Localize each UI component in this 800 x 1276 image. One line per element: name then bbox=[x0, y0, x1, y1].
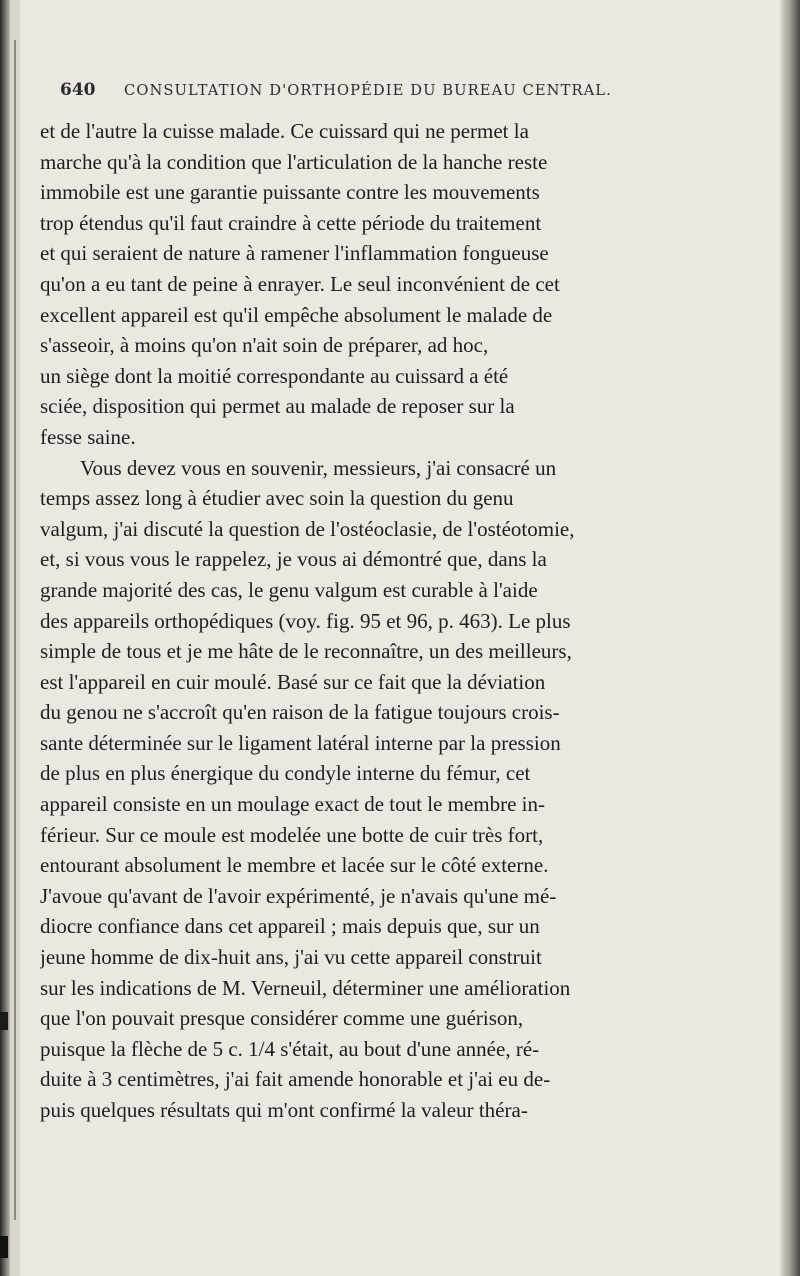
text-line: immobile est une garantie puissante contre les mouvements bbox=[40, 180, 540, 205]
scan-binding-shadow bbox=[0, 0, 10, 1276]
text-line: du genou ne s'accroît qu'en raison de la fatigue toujours crois- bbox=[40, 700, 560, 725]
text-line: et de l'autre la cuisse malade. Ce cuissard qui ne permet la bbox=[40, 119, 529, 143]
text-line: des appareils orthopédiques (voy. fig. 95 et 96, p. 463). Le plus bbox=[40, 608, 571, 633]
text-line: un siège dont la moitié correspondante au cuissard a été bbox=[40, 363, 509, 388]
scan-margin-rule bbox=[14, 40, 16, 1220]
text-line: diocre confiance dans cet appareil ; mais depuis que, sur un bbox=[40, 914, 540, 939]
scan-artifact bbox=[0, 1236, 8, 1258]
text-line: jeune homme de dix-huit ans, j'ai vu cette appareil construit bbox=[40, 945, 542, 970]
text-line: sciée, disposition qui permet au malade de reposer sur la bbox=[40, 394, 515, 419]
scan-artifact bbox=[0, 1012, 8, 1030]
text-line: entourant absolument le membre et lacée sur le côté externe. bbox=[40, 853, 549, 878]
text-line: simple de tous et je me hâte de le reconnaître, un des meilleurs, bbox=[40, 639, 572, 664]
text-line: marche qu'à la condition que l'articulation de la hanche reste bbox=[40, 149, 548, 174]
text-line: sante déterminée sur le ligament latéral interne par la pression bbox=[40, 730, 561, 755]
paragraph-start-line: Vous devez vous en souvenir, messieurs, j'ai consacré un bbox=[80, 455, 557, 480]
text-line: est l'appareil en cuir moulé. Basé sur ce fait que la déviation bbox=[40, 669, 546, 694]
body-text bbox=[40, 116, 780, 1126]
text-line: trop étendus qu'il faut craindre à cette période du traitement bbox=[40, 210, 542, 235]
text-line: fesse saine. bbox=[40, 424, 136, 449]
text-line: excellent appareil est qu'il empêche absolument le malade de bbox=[40, 302, 553, 327]
text-line: que l'on pouvait presque considérer comme une guérison, bbox=[40, 1006, 524, 1031]
running-header bbox=[60, 80, 700, 106]
page-number: 640 bbox=[60, 80, 96, 100]
text-line: et qui seraient de nature à ramener l'inflammation fongueuse bbox=[40, 241, 549, 266]
text-line: duite à 3 centimètres, j'ai fait amende honorable et j'ai eu de- bbox=[40, 1067, 551, 1092]
text-line: puis quelques résultats qui m'ont confirmé la valeur théra- bbox=[40, 1098, 528, 1122]
text-line: sur les indications de M. Verneuil, déterminer une amélioration bbox=[40, 975, 571, 1000]
text-line: puisque la flèche de 5 c. 1/4 s'était, au bout d'une année, ré- bbox=[40, 1036, 540, 1061]
text-line: J'avoue qu'avant de l'avoir expérimenté, je n'avais qu'une mé- bbox=[40, 883, 557, 908]
scan-page-edge bbox=[782, 0, 800, 1276]
text-line: férieur. Sur ce moule est modelée une botte de cuir très fort, bbox=[40, 822, 544, 847]
text-line: et, si vous vous le rappelez, je vous ai démontré que, dans la bbox=[40, 547, 547, 572]
text-line: appareil consiste en un moulage exact de tout le membre in- bbox=[40, 792, 545, 817]
text-line: qu'on a eu tant de peine à enrayer. Le seul inconvénient de cet bbox=[40, 271, 560, 296]
text-line: temps assez long à étudier avec soin la question du genu bbox=[40, 486, 514, 511]
text-line: s'asseoir, à moins qu'on n'ait soin de préparer, ad hoc, bbox=[40, 333, 489, 358]
text-line: valgum, j'ai discuté la question de l'ostéoclasie, de l'ostéotomie, bbox=[40, 516, 575, 541]
text-line: de plus en plus énergique du condyle interne du fémur, cet bbox=[40, 761, 531, 786]
running-title: CONSULTATION D'ORTHOPÉDIE DU BUREAU CENTRAL. bbox=[123, 81, 612, 99]
text-line: grande majorité des cas, le genu valgum est curable à l'aide bbox=[40, 577, 538, 602]
